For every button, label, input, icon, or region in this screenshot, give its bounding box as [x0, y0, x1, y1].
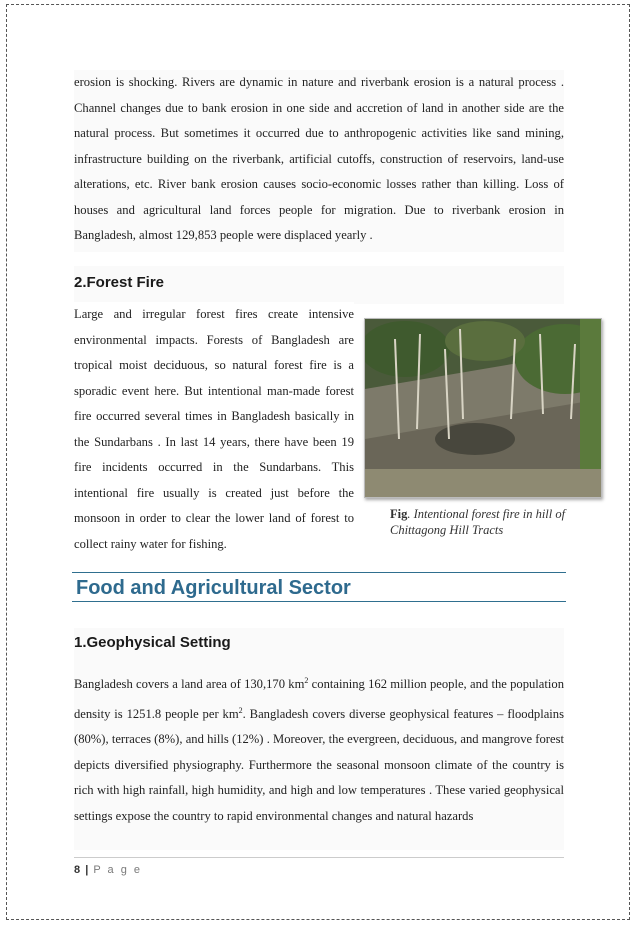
section-title: Food and Agricultural Sector: [72, 572, 566, 602]
footer-separator: |: [85, 864, 90, 876]
intro-paragraph: erosion is shocking. Rivers are dynamic in nature and riverbank erosion is a natural process . Channel changes due to bank erosion in one side and accretion of land in another side are the natural process. But sometimes it occurred due to anthropogenic activities like sand mining, infrastructure building on the riverbank, artificial cutoffs, construction of reservoirs, land-use alterations, etc. River bank erosion causes socio-economic losses rather than killing. Loss of houses and agricultural land forces people for migration. Due to riverbank erosion in Bangladesh, almost 129,853 people were displaced yearly .: [74, 75, 564, 242]
forest-fire-heading: 2.Forest Fire: [74, 274, 165, 291]
geo-sup-1: 2: [304, 676, 309, 685]
intro-block: [74, 70, 564, 252]
geophysical-block: [74, 628, 564, 850]
forest-fire-photo: [364, 318, 602, 498]
figure-caption-text: . Intentional forest fire in hill of Chittagong Hill Tracts: [390, 507, 566, 537]
figure-caption: [390, 506, 610, 538]
geo-text-3: . Bangladesh covers diverse geophysical features – floodplains (80%), terraces (8%), and hills (12%) . Moreover, the evergreen, deciduous, and mangrove forest depicts diversified physiography. Furthermore the seasonal monsoon climate of the country is rich with high rainfall, high humidity, and high and low temperatures . These varied geophysical settings expose the country to rapid environmental changes and natural hazards: [74, 706, 564, 823]
geophysical-paragraph: [74, 668, 564, 829]
page-label: P a g e: [93, 864, 142, 876]
geo-text-2: containing 162 million people, and the population density is 1251.8 people per km: [74, 677, 564, 721]
forest-fire-heading-block: [74, 266, 564, 304]
forest-fire-text-block: [74, 302, 354, 551]
figure-label: Fig: [390, 507, 408, 521]
forest-fire-paragraph: Large and irregular forest fires create intensive environmental impacts. Forests of Bangladesh are tropical moist deciduous, so natural forest fire is a sporadic event here. But intentional man-made forest fire occurred several times in Bangladesh basically in the Sundarbans . In last 14 years, there have been 19 fire incidents occurred in the Sundarbans. This intentional fire usually is created just before the monsoon in order to clear the lower land of forest to collect rainy water for fishing.: [74, 307, 354, 551]
page-number: 8: [74, 864, 82, 876]
geo-text-1: Bangladesh covers a land area of 130,170 km: [74, 677, 305, 692]
footer-rule: [74, 857, 564, 858]
page-footer: [74, 864, 142, 876]
geo-sup-2: 2: [238, 705, 243, 715]
geophysical-heading: 1.Geophysical Setting: [74, 634, 231, 651]
